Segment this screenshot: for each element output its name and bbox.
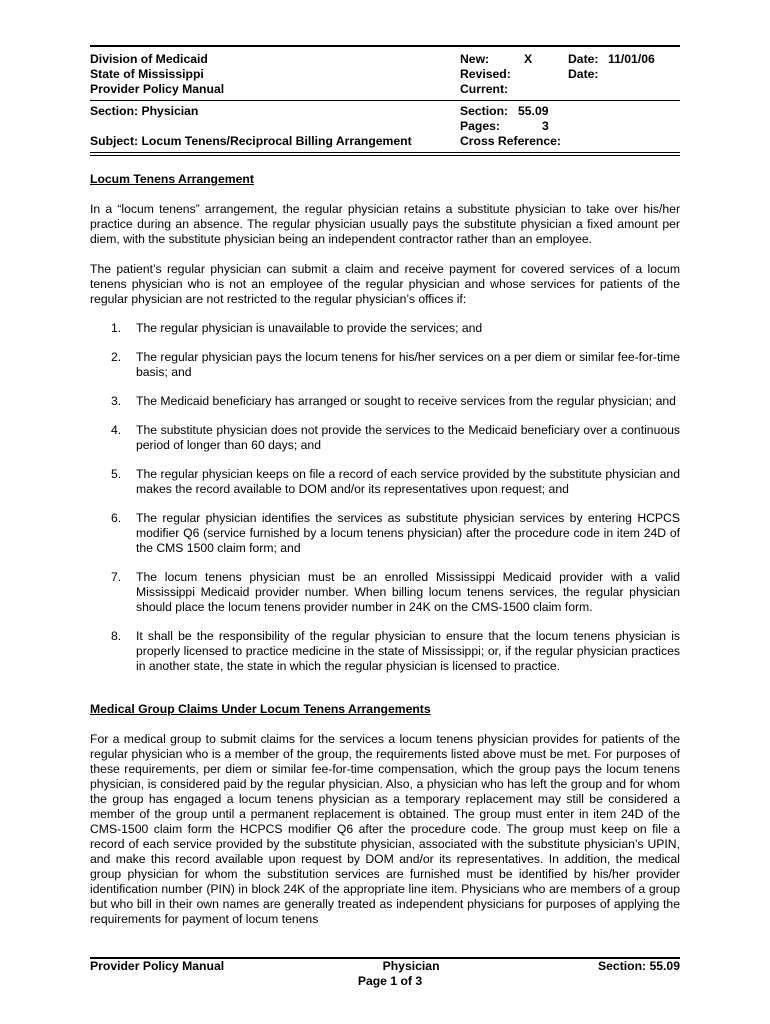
list-item: 7. The locum tenens physician must be an enrolled Mississippi Medicaid provider with a valid Mississippi Medicaid provider number. When billing locum tenens services, the regular physician should place the locum tenens provider number in 24K on the CMS-1500 claim form. <box>111 570 680 614</box>
current-label: Current: <box>460 82 509 96</box>
paragraph-3: For a medical group to submit claims for the services a locum tenens physician provides for patients of the regular physician who is a member of the group, the requirements listed above must be met. For purposes of these requirements, per diem or similar fee-for-time compensation, which the group pays the locum tenens physician, is considered paid by the regular physician. Also, a physician who has left the group and for whom the group has engaged a locum tenens physician as a temporary replacement may still be considered a member of the group until a permanent replacement is obtained. The group must enter in item 24D of the CMS-1500 claim form the HCPCS modifier Q6 after the procedure code. The group must keep on file a record of each service provided by the substitute physician, associated with the substitute physician’s UPIN, and make this record available upon request by DOM and/or its representatives. In addition, the medical group physician for whom the substitution services are furnished must be identified by his/her provider identification number (PIN) in block 24K of the appropriate line item. Physicians who are members of a group but who bill in their own names are generally treated as independent physicians for purposes of applying the requirements for payment of locum tenens <box>90 732 680 926</box>
header-bottom-rule-1 <box>90 152 680 153</box>
date1-value: 11/01/06 <box>608 52 655 66</box>
page-footer <box>90 957 680 989</box>
list-item: 1. The regular physician is unavailable to provide the services; and <box>111 321 483 335</box>
paragraph-1: In a “locum tenens” arrangement, the regular physician retains a substitute physician to take over his/her practice during an absence. The regular physician usually pays the substitute physician a fixed amount per diem, with the substitute physician being an independent contractor rather than an employee. <box>90 202 680 246</box>
subject-title: Subject: Locum Tenens/Reciprocal Billing Arrangement <box>90 134 412 148</box>
manual-name: Provider Policy Manual <box>90 82 225 96</box>
division-name: Division of Medicaid <box>90 52 208 66</box>
revised-label: Revised: <box>460 67 511 81</box>
pages-value: 3 <box>542 119 549 133</box>
paragraph-2: The patient’s regular physician can submit a claim and receive payment for covered services of a locum tenens physician who is not an employee of the regular physician and whose services for patients of the regular physician are not restricted to the regular physician’s offices if: <box>90 262 680 306</box>
footer-section-name: Physician <box>382 959 440 973</box>
list-item: 5. The regular physician keeps on file a record of each service provided by the substitute physician and makes the record available to DOM and/or its representatives upon request; and <box>111 467 680 496</box>
requirements-list <box>90 321 680 674</box>
footer-manual: Provider Policy Manual <box>90 959 225 973</box>
section-label: Section: <box>460 104 509 118</box>
date2-label: Date: <box>568 67 599 81</box>
footer-section-number: Section: 55.09 <box>598 959 680 973</box>
header-bottom-rule-2 <box>90 155 680 156</box>
new-label: New: <box>460 52 490 66</box>
list-item: 6. The regular physician identifies the services as substitute physician services by entering HCPCS modifier Q6 (service furnished by a locum tenens physician) after the procedure code in item 24D of the CMS 1500 claim form; and <box>111 511 680 555</box>
list-item: 8. It shall be the responsibility of the regular physician to ensure that the locum tenens physician is properly licensed to practice medicine in the state of Mississippi; or, if the regular physician practices in another state, the state in which the regular physician is licensed to practice. <box>111 629 680 673</box>
pages-label: Pages: <box>460 119 500 133</box>
document-body <box>90 172 680 927</box>
header-block-top <box>90 47 680 100</box>
list-item: 2. The regular physician pays the locum tenens for his/her services on a per diem or similar fee-for-time basis; and <box>111 350 680 379</box>
section-value: 55.09 <box>518 104 549 118</box>
section-title: Section: Physician <box>90 104 199 118</box>
list-item: 4. The substitute physician does not provide the services to the Medicaid beneficiary over a continuous period of longer than 60 days; and <box>111 423 680 452</box>
state-name: State of Mississippi <box>90 67 204 81</box>
new-value: X <box>524 52 533 66</box>
document-page <box>90 45 680 927</box>
footer-page-number: Page 1 of 3 <box>357 974 423 988</box>
date1-label: Date: <box>568 52 599 66</box>
heading-medical-group-claims: Medical Group Claims Under Locum Tenens Arrangements <box>90 702 431 716</box>
list-item: 3. The Medicaid beneficiary has arranged or sought to receive services from the regular physician; and <box>111 394 676 408</box>
cross-reference-label: Cross Reference: <box>460 134 561 148</box>
heading-locum-tenens: Locum Tenens Arrangement <box>90 172 254 186</box>
header-block-bottom <box>90 101 680 152</box>
